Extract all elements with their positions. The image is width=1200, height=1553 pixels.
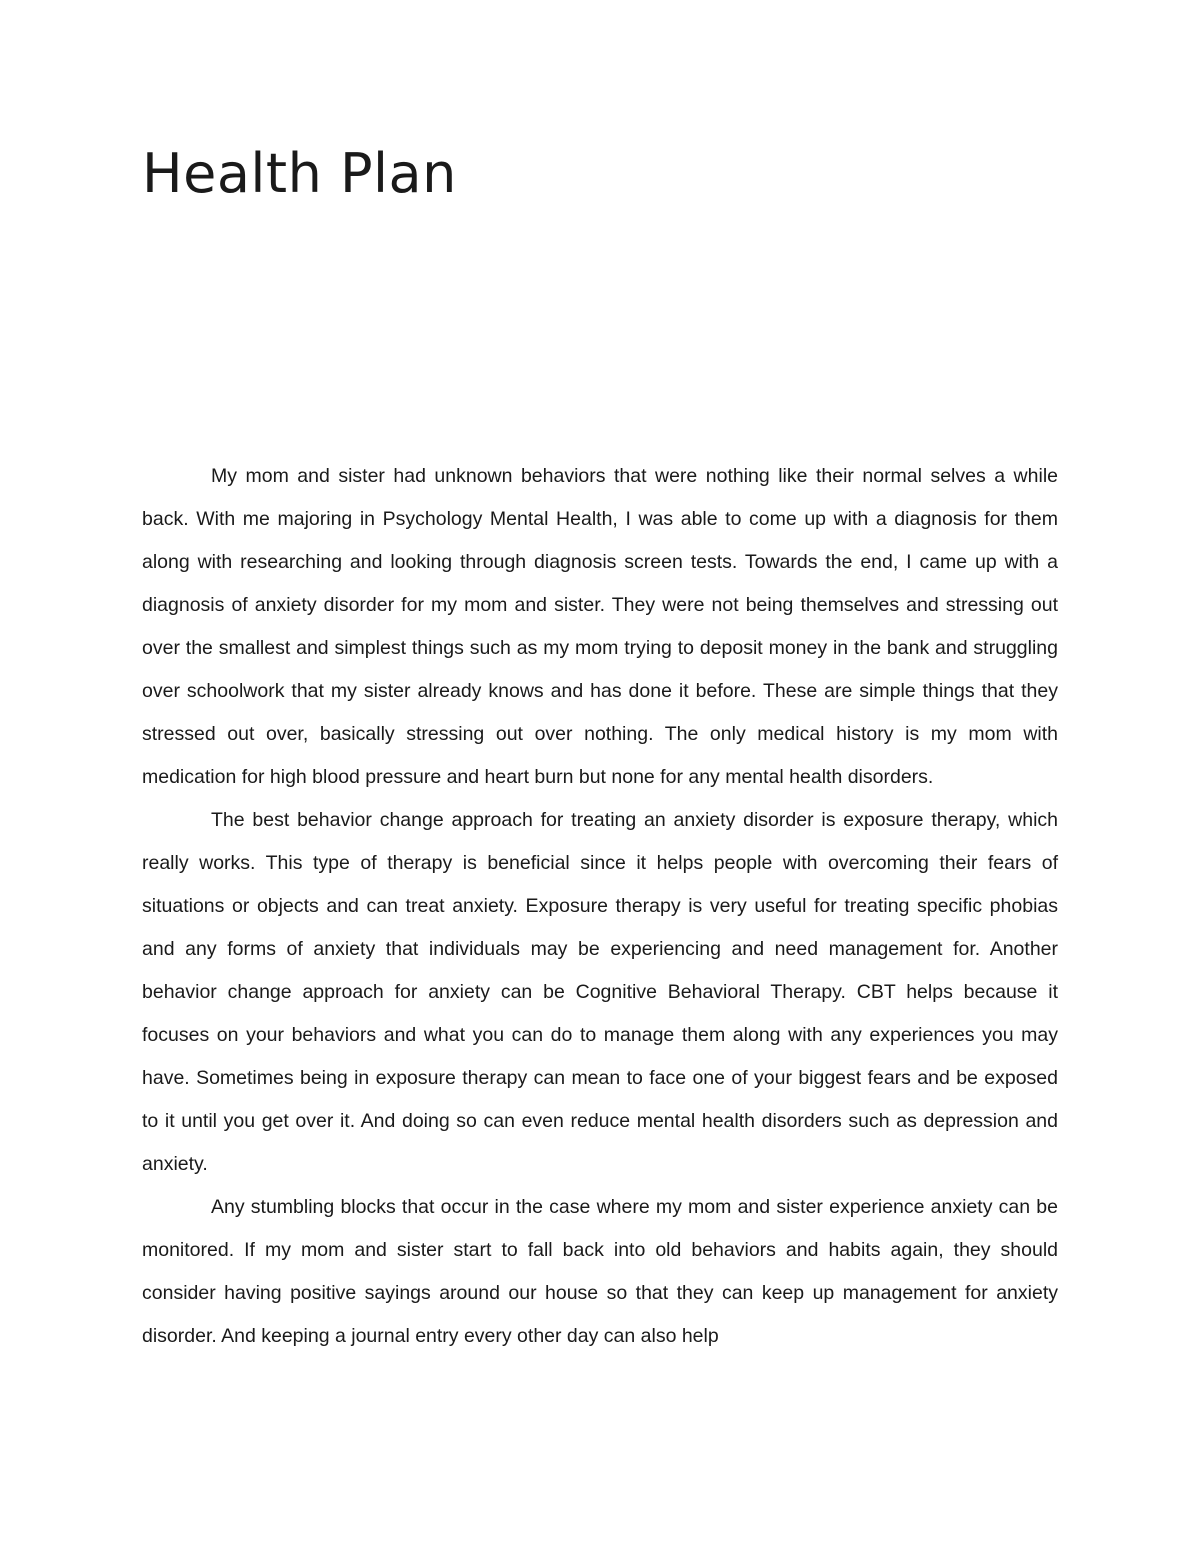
paragraph-diagnosis: My mom and sister had unknown behaviors that were nothing like their normal selves a while back. With me majoring in Psychology Mental Health, I was able to come up with a diagnosis for them along with researching and looking through diagnosis screen tests. Towards the end, I came up with a diagnosis of anxiety disorder for my mom and sister. They were not being themselves and stressing out over the smallest and simplest things such as my mom trying to deposit money in the bank and struggling over schoolwork that my sister already knows and has done it before. These are simple things that they stressed out over, basically stressing out over nothing. The only medical history is my mom with medication for high blood pressure and heart burn but none for any mental health disorders. [142,465,1058,788]
document-title: Health Plan [142,142,457,205]
paragraph-behavior-change: The best behavior change approach for treating an anxiety disorder is exposure therapy, which really works. This type of therapy is beneficial since it helps people with overcoming their fears of situations or objects and can treat anxiety. Exposure therapy is very useful for treating specific phobias and any forms of anxiety that individuals may be experiencing and need management for. Another behavior change approach for anxiety can be Cognitive Behavioral Therapy. CBT helps because it focuses on your behaviors and what you can do to manage them along with any experiences you may have. Sometimes being in exposure therapy can mean to face one of your biggest fears and be exposed to it until you get over it. And doing so can even reduce mental health disorders such as depression and anxiety. [142,809,1058,1175]
paragraph-stumbling-blocks: Any stumbling blocks that occur in the case where my mom and sister experience anxiety can be monitored. If my mom and sister start to fall back into old behaviors and habits again, they should consider having positive sayings around our house so that they can keep up management for anxiety disorder. And keeping a journal entry every other day can also help [142,1196,1058,1347]
document-body [142,455,1058,1358]
